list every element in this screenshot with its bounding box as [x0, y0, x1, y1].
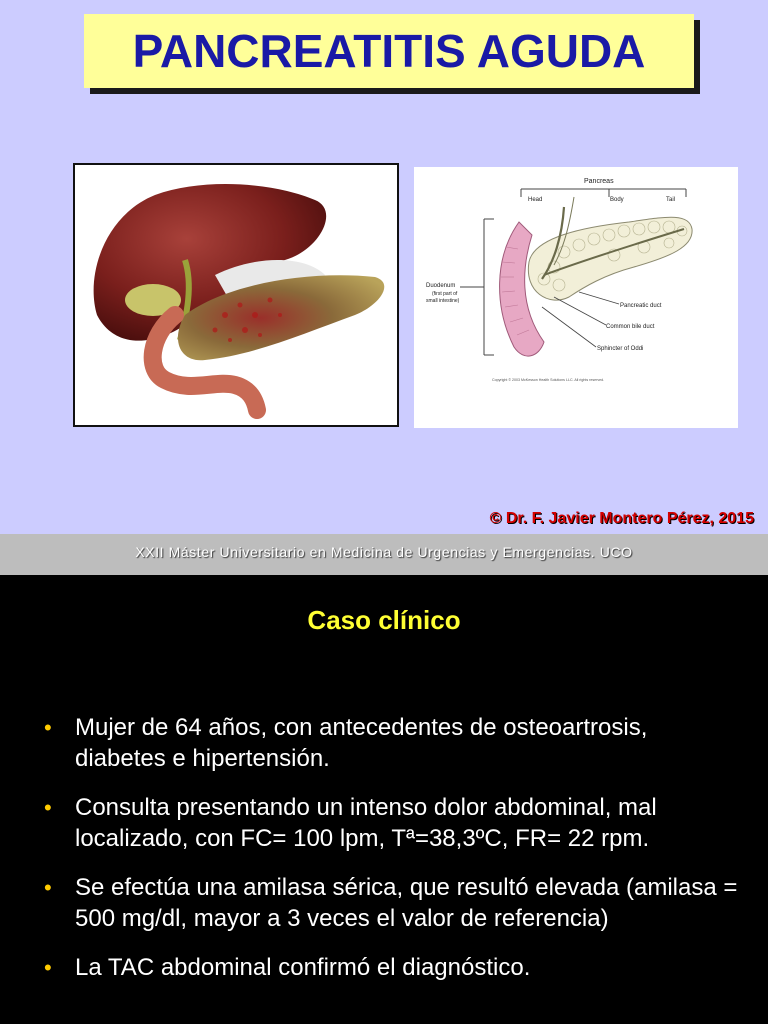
pancreas-anatomy-diagram: [414, 167, 738, 428]
label-sphincter-of-oddi: Sphincter of Oddi: [597, 346, 644, 352]
label-duodenum-note-1: (first part of: [432, 291, 458, 297]
list-item: [40, 952, 740, 983]
label-duodenum-note-2: small intestine): [426, 298, 460, 304]
label-pancreas: Pancreas: [584, 178, 614, 185]
bullet-dot: •: [44, 715, 52, 740]
pancreas-diagram-drawing: [414, 167, 738, 428]
list-item: [40, 712, 740, 774]
label-tail: Tail: [666, 197, 676, 203]
bullet-dot: •: [44, 955, 52, 980]
label-common-bile-duct: Common bile duct: [606, 324, 655, 330]
copyright-text: © Dr. F. Javier Montero Pérez, 2015: [489, 510, 754, 527]
liver-pancreas-illustration: [73, 163, 399, 427]
label-body: Body: [610, 197, 624, 203]
bullet-text: La TAC abdominal confirmó el diagnóstico.: [75, 954, 531, 981]
diagram-credit: Copyright © 2003 McKesson Health Solutions LLC. All rights reserved.: [492, 378, 605, 382]
label-head: Head: [528, 197, 543, 203]
bullet-list: [40, 712, 740, 1001]
title-box: [84, 14, 694, 88]
bullet-dot: •: [44, 795, 52, 820]
liver-pancreas-drawing: [75, 165, 397, 425]
footer-band: [0, 534, 768, 575]
bullet-text: Mujer de 64 años, con antecedentes de osteoartrosis, diabetes e hipertensión.: [75, 714, 648, 772]
list-item: [40, 792, 740, 854]
label-pancreatic-duct: Pancreatic duct: [620, 303, 662, 309]
footer-text: XXII Máster Universitario en Medicina de Urgencias y Emergencias. UCO: [135, 543, 633, 560]
bullet-text: Se efectúa una amilasa sérica, que resultó elevada (amilasa = 500 mg/dl, mayor a 3 veces el valor de referencia): [75, 874, 738, 932]
bullet-dot: •: [44, 875, 52, 900]
bullet-text: Consulta presentando un intenso dolor abdominal, mal localizado, con FC= 100 lpm, Tª=38,3ºC, FR= 22 rpm.: [75, 794, 657, 852]
slide-bottom: [0, 575, 768, 1024]
list-item: [40, 872, 740, 934]
slide-title: PANCREATITIS AGUDA: [132, 25, 646, 77]
case-heading: Caso clínico: [307, 605, 461, 635]
label-duodenum: Duodenum: [426, 283, 456, 289]
